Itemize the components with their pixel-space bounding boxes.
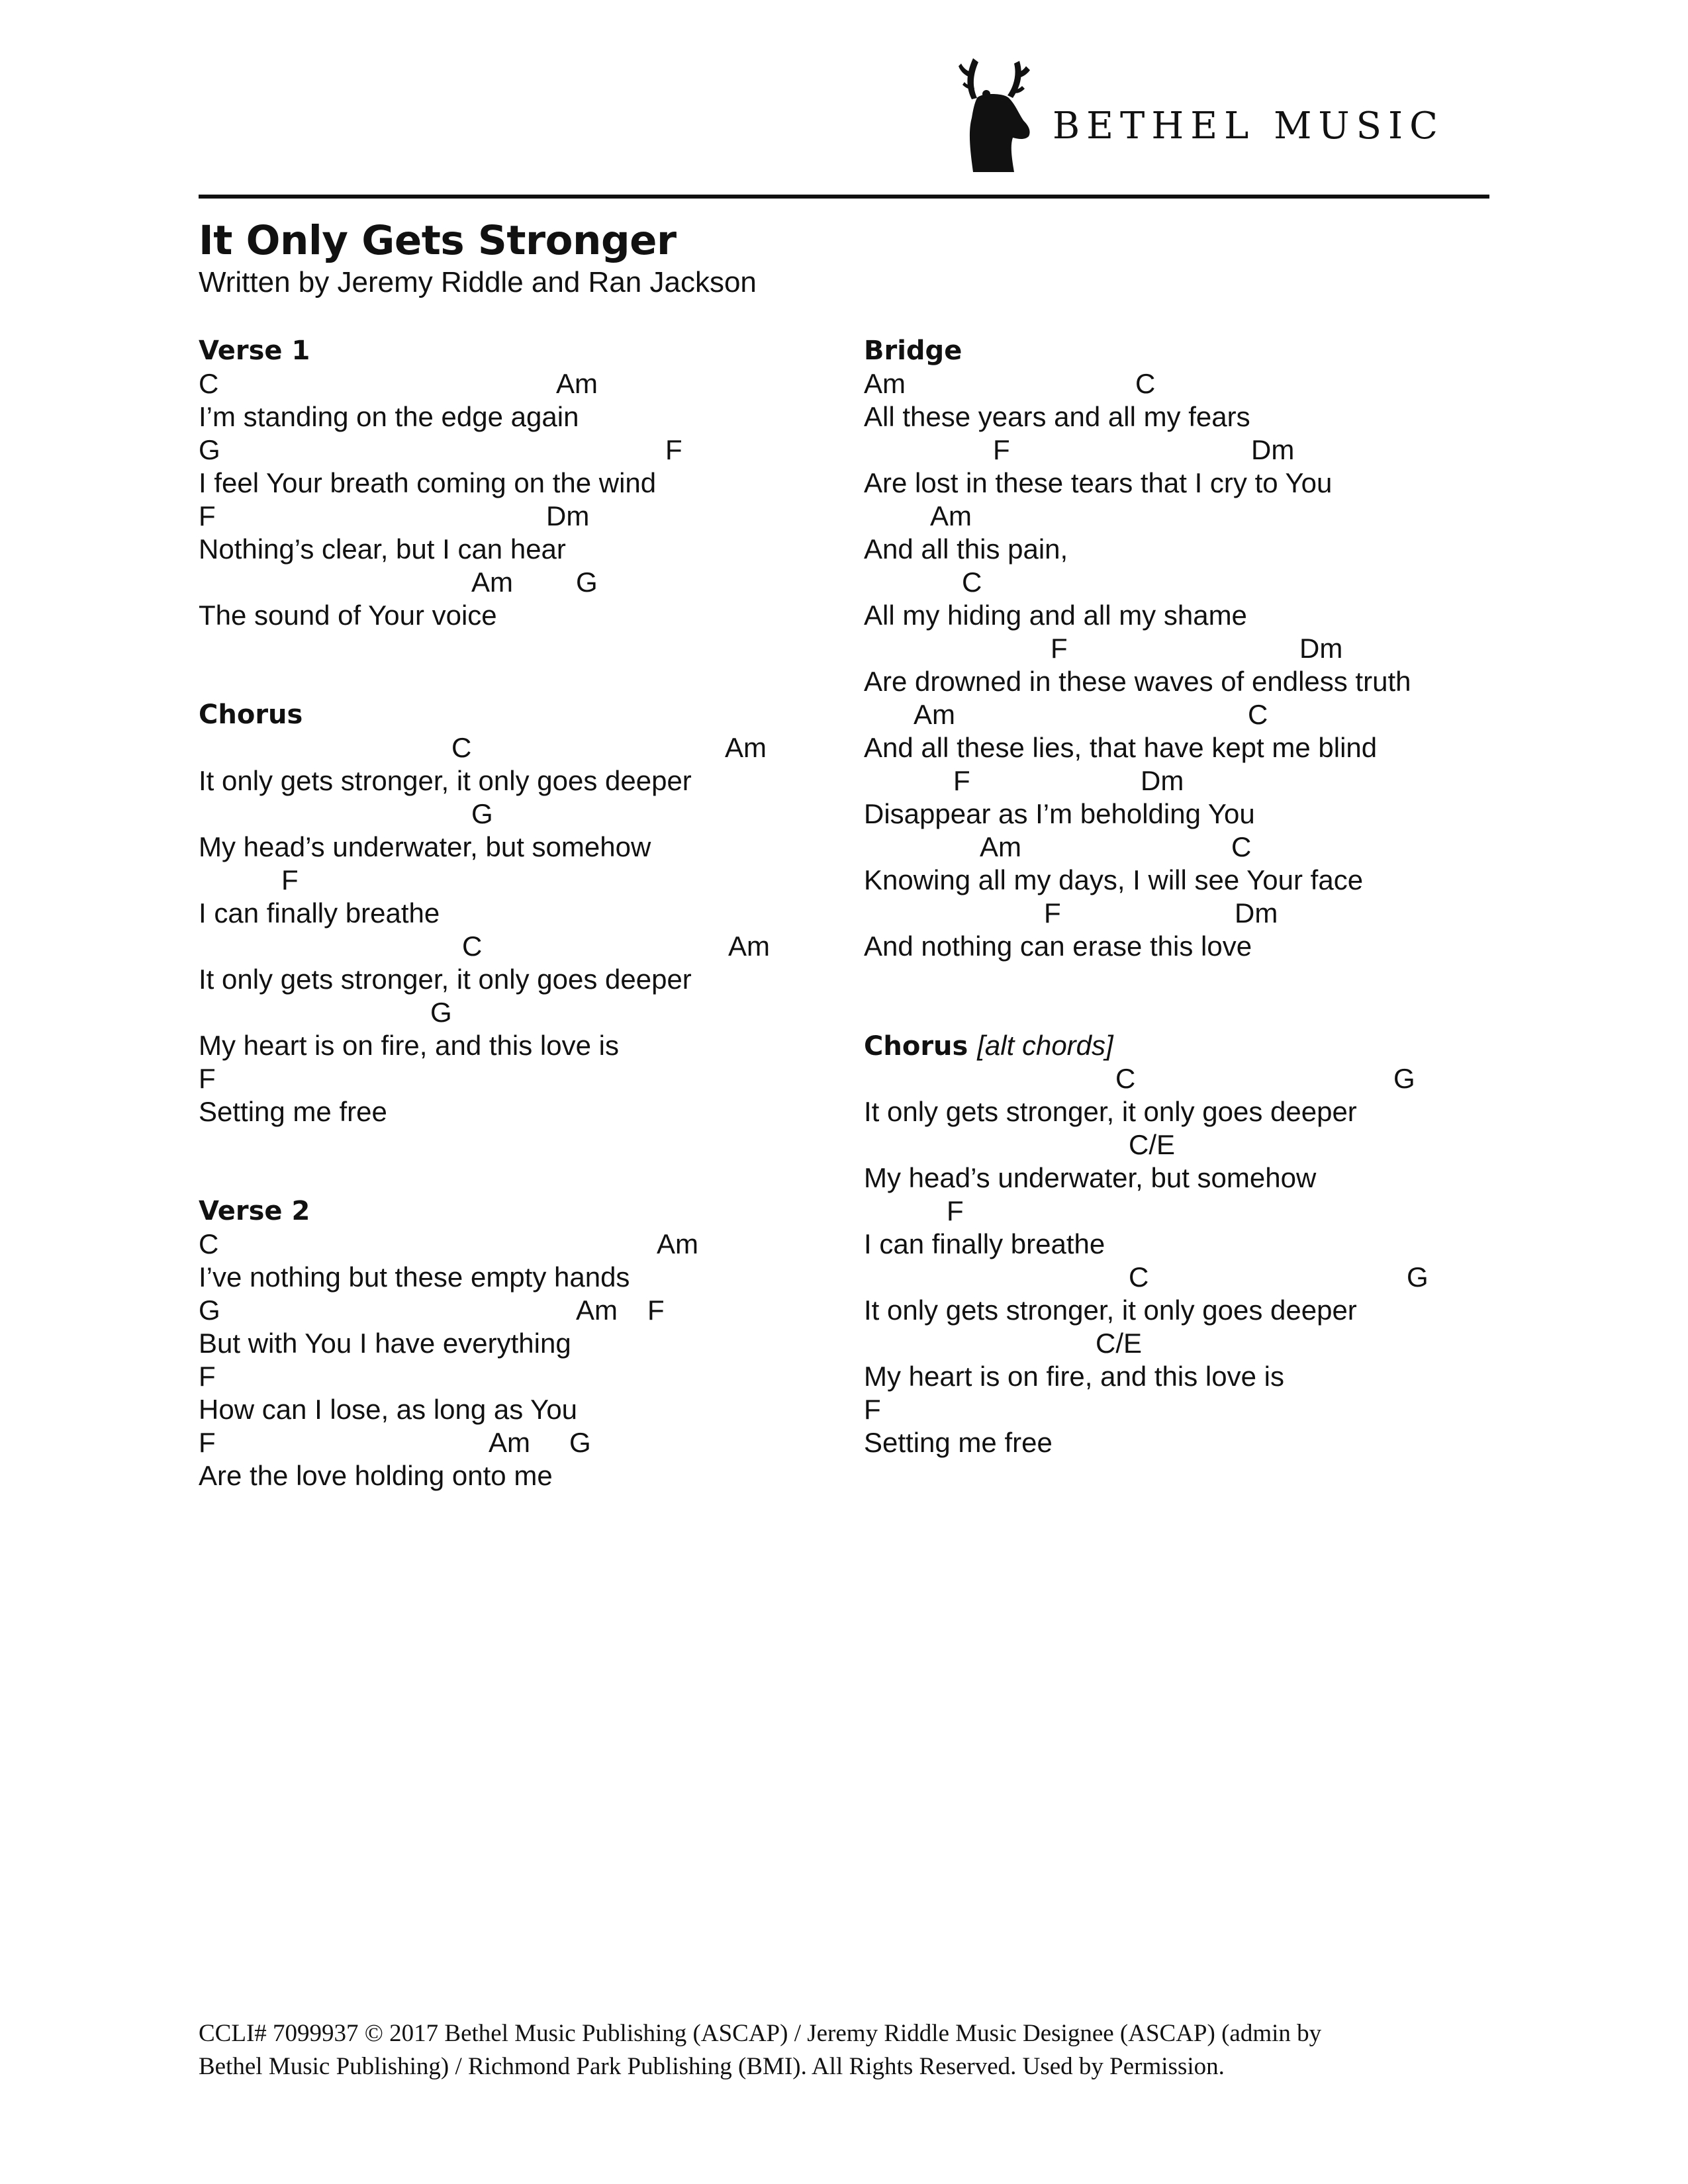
- chord-line: [864, 1128, 1499, 1161]
- chord-line: [864, 566, 1499, 599]
- song-section: [199, 1195, 834, 1492]
- chord: Am: [930, 500, 972, 531]
- chord-line: [864, 1195, 1499, 1228]
- lyric-line: Are drowned in these waves of endless truth: [864, 666, 1411, 697]
- chord: G: [199, 1295, 220, 1326]
- chord: G: [471, 798, 493, 829]
- chord: G: [430, 997, 452, 1028]
- lyric-line: I can finally breathe: [199, 897, 440, 929]
- chord: Am: [864, 368, 906, 399]
- chord: C: [462, 931, 483, 962]
- chord: F: [199, 1361, 216, 1392]
- song-credits: Written by Jeremy Riddle and Ran Jackson: [199, 266, 757, 298]
- lyric-line: The sound of Your voice: [199, 600, 497, 631]
- chord: F: [947, 1195, 964, 1226]
- chord: Am: [489, 1427, 530, 1458]
- chord: F: [199, 1427, 216, 1458]
- chord-line: [864, 1261, 1499, 1294]
- chord: Am: [556, 368, 598, 399]
- chord-line: [199, 433, 834, 467]
- section-note: [alt chords]: [977, 1030, 1113, 1061]
- chord: G: [576, 567, 598, 598]
- lyric-line: Disappear as I’m beholding You: [864, 798, 1255, 829]
- chord-line: [864, 632, 1499, 665]
- chord-line: [864, 433, 1499, 467]
- chord-line: [864, 1062, 1499, 1095]
- lyric-line: It only gets stronger, it only goes deeper: [199, 964, 692, 995]
- chord: F: [199, 500, 216, 531]
- song-section: [864, 334, 1499, 963]
- lyric-line: And all these lies, that have kept me blind: [864, 732, 1378, 763]
- chord: G: [1407, 1261, 1429, 1293]
- chord: Am: [914, 699, 955, 730]
- chord: C: [1129, 1261, 1149, 1293]
- chord-line: [199, 500, 834, 533]
- lyric-line: It only gets stronger, it only goes deeper: [864, 1295, 1357, 1326]
- section-heading: [199, 698, 834, 731]
- chord-line: [199, 1426, 834, 1459]
- lyric-line: Are lost in these tears that I cry to You: [864, 467, 1333, 498]
- section-name: Verse 2: [199, 1196, 310, 1226]
- chord: F: [864, 1394, 881, 1425]
- lyric-line: And nothing can erase this love: [864, 931, 1252, 962]
- chord: Dm: [1141, 765, 1184, 796]
- section-heading: [199, 1195, 834, 1228]
- chord-line: [199, 996, 834, 1029]
- chord-line: [864, 897, 1499, 930]
- lyric-line: And all this pain,: [864, 533, 1068, 565]
- left-column: [199, 334, 834, 1559]
- chord: Dm: [1299, 633, 1343, 664]
- lyric-line: My head’s underwater, but somehow: [199, 831, 651, 862]
- chord: Am: [725, 732, 767, 763]
- lyric-line: My heart is on fire, and this love is: [864, 1361, 1284, 1392]
- lyric-line: It only gets stronger, it only goes deeper: [199, 765, 692, 796]
- chord-line: [864, 1393, 1499, 1426]
- chord: Dm: [546, 500, 590, 531]
- chord-line: [199, 731, 834, 764]
- lyric-line: I’ve nothing but these empty hands: [199, 1261, 630, 1293]
- lyric-line: I can finally breathe: [864, 1228, 1105, 1259]
- lyric-line: My head’s underwater, but somehow: [864, 1162, 1317, 1193]
- chord-line: [199, 566, 834, 599]
- chord: G: [199, 434, 220, 465]
- copyright-footer: CCLI# 7099937 © 2017 Bethel Music Publishing (ASCAP) / Jeremy Riddle Music Designee (ASCAP) (admin by Bethel Music Publishing) / Richmond Park Publishing (BMI). All Rights Reserved. Used by Permission.: [199, 2020, 1322, 2080]
- chord-line: [199, 797, 834, 831]
- chord: G: [569, 1427, 591, 1458]
- chord: F: [647, 1295, 665, 1326]
- chord: F: [953, 765, 970, 796]
- chord: F: [199, 1063, 216, 1094]
- chord-line: [864, 500, 1499, 533]
- chord-line: [199, 1360, 834, 1393]
- brand-header: [947, 46, 1489, 179]
- chord: F: [665, 434, 682, 465]
- section-name: Chorus: [199, 700, 303, 730]
- lyric-line: All these years and all my fears: [864, 401, 1250, 432]
- chord: Am: [657, 1228, 698, 1259]
- lyric-line: All my hiding and all my shame: [864, 600, 1247, 631]
- chord: Am: [576, 1295, 618, 1326]
- chord-line: [199, 864, 834, 897]
- chord: C: [199, 1228, 219, 1259]
- lyric-line: Are the love holding onto me: [199, 1460, 553, 1491]
- chord: F: [281, 864, 299, 895]
- lyric-line: Knowing all my days, I will see Your face: [864, 864, 1364, 895]
- song-title: It Only Gets Stronger: [199, 217, 677, 264]
- header-rule: [199, 195, 1489, 199]
- chord: Am: [471, 567, 513, 598]
- chord-line: [199, 1228, 834, 1261]
- section-heading: [864, 334, 1499, 367]
- section-heading: [864, 1029, 1499, 1062]
- chord-line: [199, 930, 834, 963]
- chord: G: [1393, 1063, 1415, 1094]
- chord: C/E: [1129, 1129, 1176, 1160]
- chord: Dm: [1235, 897, 1278, 929]
- lyric-line: Nothing’s clear, but I can hear: [199, 533, 566, 565]
- chord: F: [1051, 633, 1068, 664]
- chord: Am: [728, 931, 770, 962]
- chord-line: [199, 1294, 834, 1327]
- song-section: [199, 334, 834, 632]
- chord: C: [451, 732, 472, 763]
- chord: Dm: [1251, 434, 1295, 465]
- chord: C: [1115, 1063, 1136, 1094]
- chord: Am: [980, 831, 1021, 862]
- chord-line: [864, 831, 1499, 864]
- chord: F: [993, 434, 1010, 465]
- lyric-line: How can I lose, as long as You: [199, 1394, 578, 1425]
- section-name: Verse 1: [199, 336, 310, 366]
- chord-line: [864, 367, 1499, 400]
- chord: C: [199, 368, 219, 399]
- chord-line: [199, 1062, 834, 1095]
- lyric-line: It only gets stronger, it only goes deeper: [864, 1096, 1357, 1127]
- lyric-line: Setting me free: [199, 1096, 387, 1127]
- section-name: Bridge: [864, 336, 962, 366]
- lyric-line: Setting me free: [864, 1427, 1053, 1458]
- chord-line: [864, 1327, 1499, 1360]
- chord-line: [864, 764, 1499, 797]
- brand-name: BETHEL MUSIC: [1053, 105, 1444, 148]
- song-section: [864, 1029, 1499, 1459]
- section-name: Chorus: [864, 1031, 968, 1062]
- right-column: [864, 334, 1499, 1525]
- lyric-line: But with You I have everything: [199, 1328, 571, 1359]
- chord: C: [962, 567, 982, 598]
- chord-line: [199, 367, 834, 400]
- lyric-line: My heart is on fire, and this love is: [199, 1030, 619, 1061]
- chord: F: [1044, 897, 1061, 929]
- chord-line: [864, 698, 1499, 731]
- song-section: [199, 698, 834, 1128]
- lyric-line: I’m standing on the edge again: [199, 401, 579, 432]
- deer-head-icon: [947, 46, 1039, 179]
- chord: C: [1135, 368, 1156, 399]
- section-heading: [199, 334, 834, 367]
- lyric-line: I feel Your breath coming on the wind: [199, 467, 657, 498]
- chord: C/E: [1096, 1328, 1143, 1359]
- chord: C: [1231, 831, 1252, 862]
- chord: C: [1248, 699, 1268, 730]
